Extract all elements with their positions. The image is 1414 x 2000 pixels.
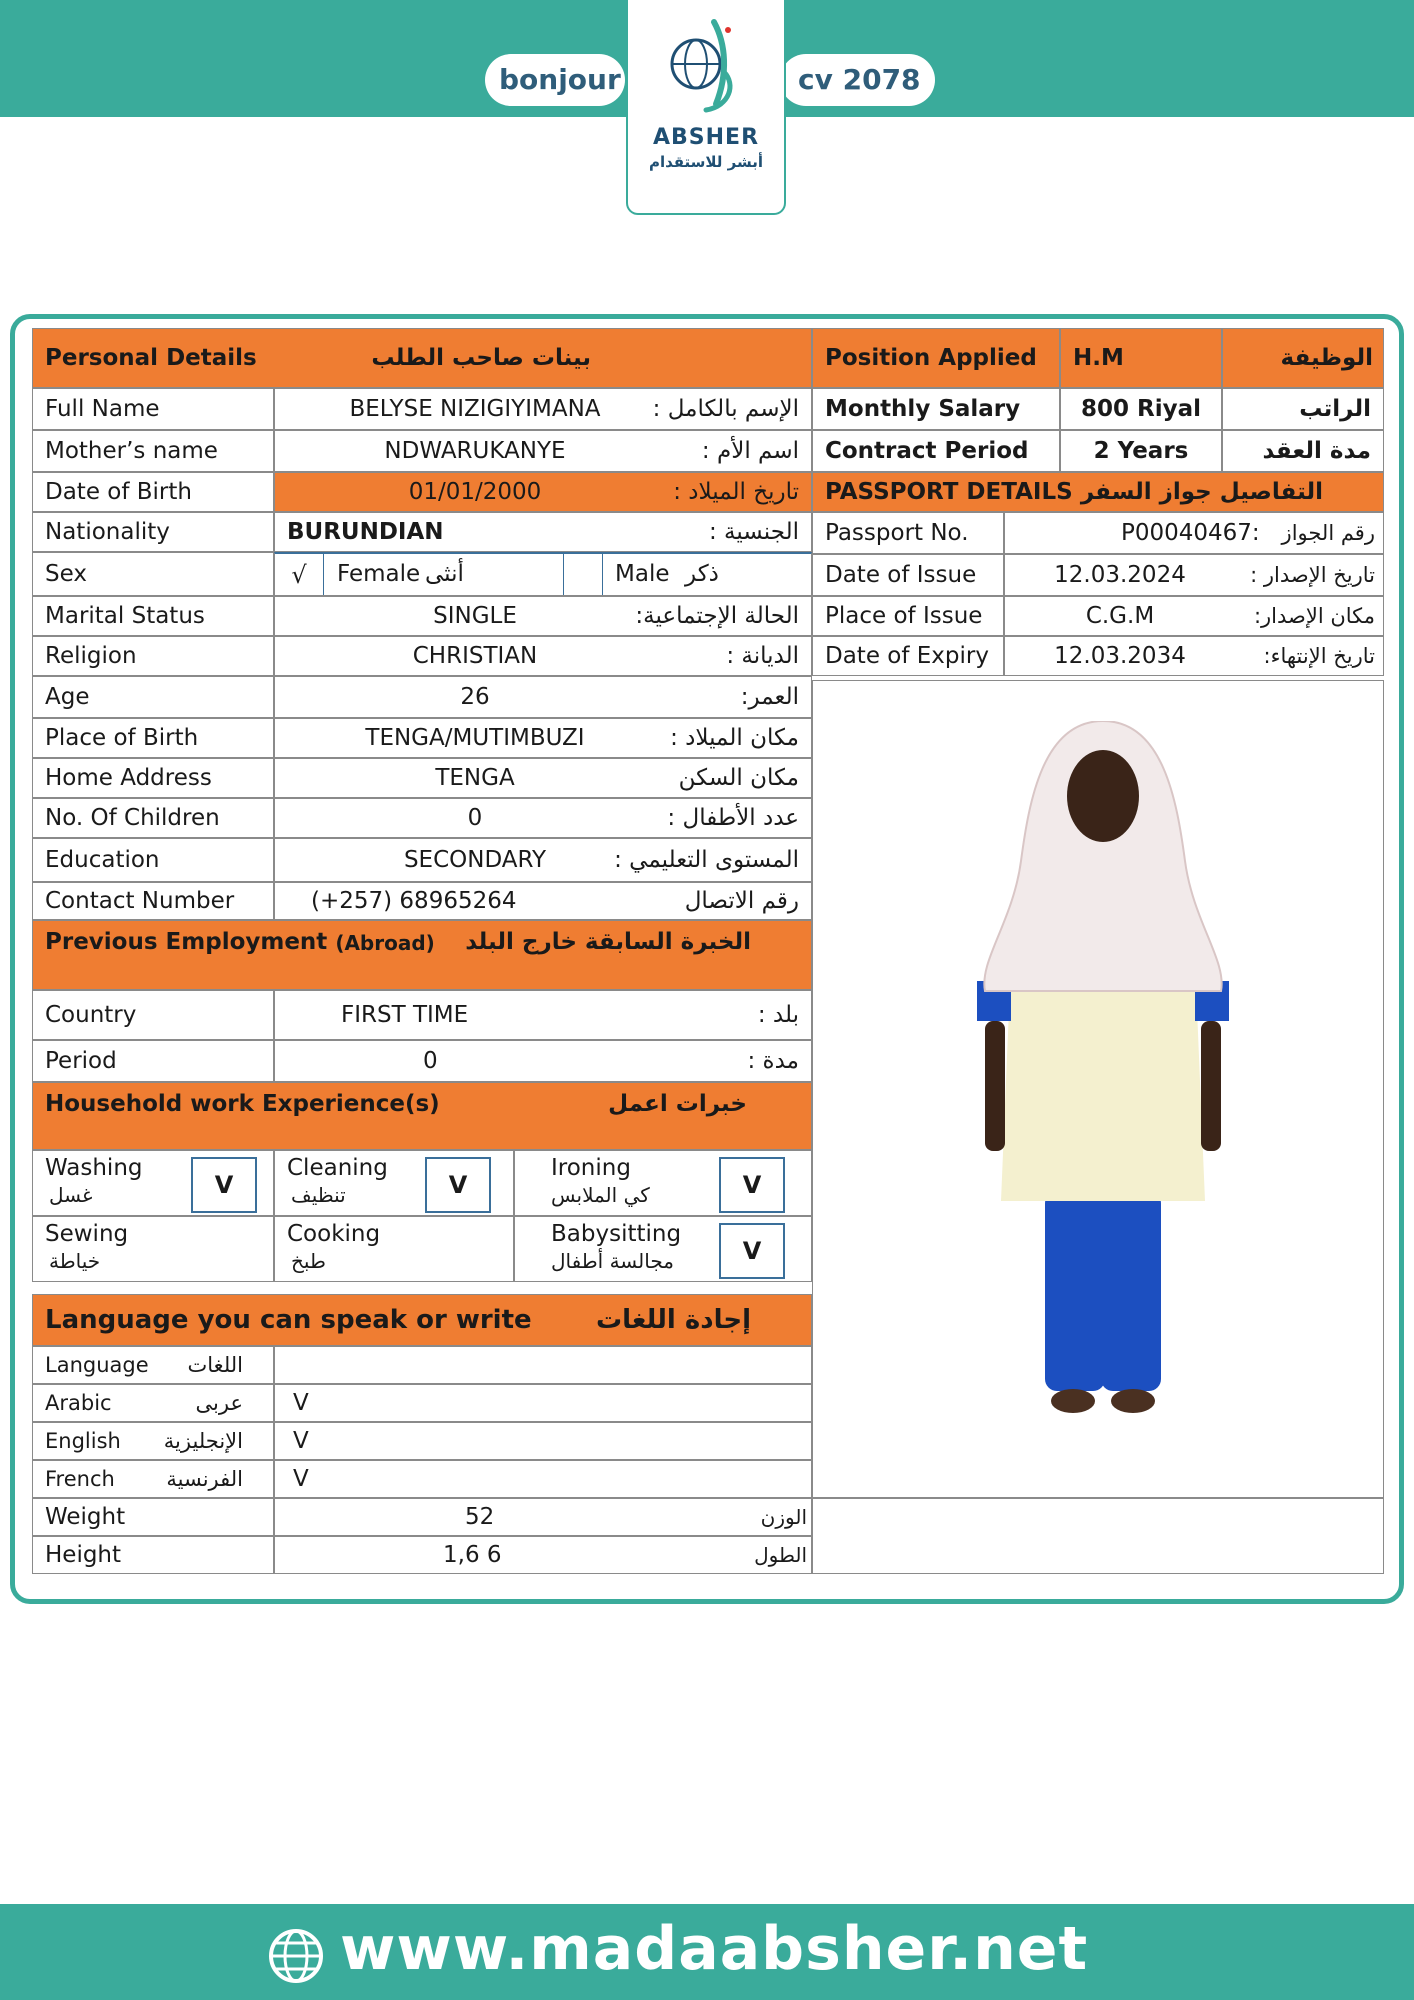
skill-label-ar: طبخ (291, 1249, 326, 1273)
household-title: Household work Experience(s) (45, 1091, 440, 1117)
contract-period-value: 2 Years (1060, 430, 1222, 472)
passport-row-ar: تاريخ الإصدار : (1250, 562, 1375, 587)
period-ar: مدة : (747, 1047, 799, 1074)
personal-row-value: CHRISTIAN (412, 642, 538, 669)
personal-details-title-ar: بينات صاحب الطلب (371, 344, 591, 371)
skill-checkbox[interactable]: V (719, 1223, 785, 1279)
personal-row-ar: مكان السكن (678, 764, 799, 791)
height-ar: الطول (754, 1543, 807, 1567)
company-logo (626, 0, 786, 215)
skill-checkbox[interactable]: V (191, 1157, 257, 1213)
language-mark-cell (274, 1384, 812, 1422)
passport-row-ar: مكان الإصدار: (1253, 603, 1375, 628)
personal-row-ar: الديانة : (726, 642, 799, 669)
passport-row-value: 12.03.2024 (1054, 561, 1186, 588)
previous-employment-header (32, 920, 812, 990)
skill-cell (274, 1216, 514, 1282)
personal-row-value: 0 (467, 804, 483, 831)
personal-row-value: TENGA/MUTIMBUZI (365, 724, 585, 751)
language-header-ar: اللغات (187, 1352, 243, 1377)
previous-employment-title: Previous Employment (45, 929, 328, 955)
personal-row-ar: المستوى التعليمي : (614, 846, 799, 873)
passport-details-header (812, 472, 1384, 512)
greeting-pill: bonjour (485, 54, 625, 106)
personal-row-ar: اسم الأم : (701, 437, 799, 464)
personal-row-value-cell (274, 472, 812, 512)
contract-period-ar: مدة العقد (1222, 430, 1384, 472)
logo-text-ar: أبشر للاستقدام (648, 153, 764, 171)
height-label: Height (32, 1536, 274, 1574)
skill-label-ar: مجالسة أطفال (551, 1249, 674, 1273)
skill-label-en: Ironing (551, 1155, 631, 1181)
personal-row-value: SINGLE (433, 602, 517, 629)
skill-label-ar: كي الملابس (551, 1183, 650, 1207)
personal-row-label: Religion (32, 636, 274, 676)
contract-period-label: Contract Period (812, 430, 1060, 472)
passport-row-value-cell (1004, 554, 1384, 596)
personal-row-label: Sex (32, 552, 274, 596)
height-value: 1,6 6 (443, 1541, 502, 1568)
personal-row-value-cell (274, 882, 812, 920)
language-header-cell (32, 1346, 274, 1384)
sex-female-ar: أنثى (425, 561, 464, 587)
personal-row-value-cell (274, 718, 812, 758)
globe-icon (268, 1928, 324, 1984)
passport-row-ar: رقم الجواز (1281, 520, 1375, 545)
language-name-cell (32, 1460, 274, 1498)
footer-bar (0, 1904, 1414, 2000)
passport-row-label: Date of Issue (812, 554, 1004, 596)
languages-header (32, 1294, 812, 1346)
personal-row-value: 26 (460, 683, 490, 710)
sex-female-label: Female (337, 561, 421, 587)
personal-row-label: Place of Birth (32, 718, 274, 758)
country-value-cell (274, 990, 812, 1040)
passport-row-value: C.G.M (1085, 602, 1155, 629)
languages-title: Language you can speak or write (45, 1305, 532, 1335)
passport-row-label: Place of Issue (812, 596, 1004, 636)
personal-row-label: Contact Number (32, 882, 274, 920)
language-mark: V (293, 1427, 309, 1454)
personal-row-value: (+257) 68965264 (311, 887, 517, 914)
skill-cell (514, 1150, 812, 1216)
skill-checkbox[interactable]: V (719, 1157, 785, 1213)
personal-row-label: Marital Status (32, 596, 274, 636)
sex-male-label: Male (615, 561, 670, 587)
height-value-cell (274, 1536, 812, 1574)
personal-row-value: BURUNDIAN (287, 518, 444, 545)
skill-cell (274, 1150, 514, 1216)
language-name-en: Arabic (45, 1390, 112, 1415)
personal-row-ar: الحالة الإجتماعية: (635, 602, 799, 629)
country-value: FIRST TIME (341, 1001, 469, 1028)
skill-label-en: Babysitting (551, 1221, 682, 1247)
language-name-en: English (45, 1428, 121, 1453)
skill-cell (514, 1216, 812, 1282)
personal-row-value-cell (274, 636, 812, 676)
personal-row-value-cell (274, 596, 812, 636)
personal-row-value-cell (274, 758, 812, 798)
language-name-cell (32, 1422, 274, 1460)
weight-value-cell (274, 1498, 812, 1536)
monthly-salary-ar: الراتب (1222, 388, 1384, 430)
position-applied-ar: الوظيفة (1222, 328, 1384, 388)
skill-label-ar: خياطة (49, 1249, 101, 1273)
sex-female-check[interactable]: √ (275, 554, 324, 595)
previous-employment-suffix: (Abroad) (335, 931, 435, 955)
period-value: 0 (423, 1047, 438, 1074)
personal-row-label: Mother’s name (32, 430, 274, 472)
personal-row-value: SECONDARY (403, 846, 547, 873)
previous-employment-title-ar: الخبرة السابقة خارج البلد (465, 929, 751, 955)
personal-row-value-cell (274, 430, 812, 472)
household-title-ar: خبرات اعمل (608, 1091, 747, 1117)
skill-label-en: Sewing (45, 1221, 129, 1247)
website-link[interactable]: www.madaabsher.net (340, 1914, 1089, 1984)
language-name-ar: الإنجليزية (163, 1428, 243, 1453)
country-label: Country (32, 990, 274, 1040)
weight-ar: الوزن (760, 1505, 807, 1529)
passport-row-label: Date of Expiry (812, 636, 1004, 676)
skill-label-en: Cleaning (287, 1155, 388, 1181)
personal-row-label: Home Address (32, 758, 274, 798)
personal-row-ar: عدد الأطفال : (667, 804, 799, 831)
skill-cell (32, 1216, 274, 1282)
logo-text-en: ABSHER (652, 125, 760, 150)
weight-label: Weight (32, 1498, 274, 1536)
language-mark-cell (274, 1422, 812, 1460)
household-header (32, 1082, 812, 1150)
skill-label-ar: تنظيف (291, 1183, 346, 1207)
skill-label-ar: غسل (49, 1183, 93, 1207)
personal-row-value-cell (274, 798, 812, 838)
measures-blank-cell (812, 1498, 1384, 1574)
language-name-cell (32, 1384, 274, 1422)
personal-row-ar: الإسم بالكامل : (652, 395, 799, 422)
languages-title-ar: إجادة اللغات (595, 1305, 751, 1335)
personal-row-ar: العمر: (740, 683, 799, 710)
period-value-cell (274, 1040, 812, 1082)
weight-value: 52 (465, 1503, 495, 1530)
personal-details-title: Personal Details (45, 344, 257, 371)
personal-row-label: Full Name (32, 388, 274, 430)
language-name-ar: عربى (195, 1390, 243, 1415)
cv-code-pill: cv 2078 (780, 54, 935, 106)
skill-label-en: Cooking (287, 1221, 381, 1247)
personal-row-label: No. Of Children (32, 798, 274, 838)
personal-row-ar: تاريخ الميلاد : (673, 478, 799, 505)
skill-label-en: Washing (45, 1155, 143, 1181)
personal-row-value-cell (274, 838, 812, 882)
personal-row-label: Date of Birth (32, 472, 274, 512)
personal-row-value-cell (274, 512, 812, 552)
personal-row-value: 01/01/2000 (408, 478, 542, 505)
sex-cell (274, 552, 812, 596)
passport-details-title: PASSPORT DETAILS (825, 478, 1073, 505)
sex-male-checkbox[interactable] (563, 554, 603, 595)
personal-row-value: TENGA (435, 764, 515, 791)
applicant-photo-cell (812, 680, 1384, 1498)
personal-row-ar: مكان الميلاد : (670, 724, 799, 751)
skill-checkbox[interactable]: V (425, 1157, 491, 1213)
personal-row-label: Nationality (32, 512, 274, 552)
passport-row-value: P00040467: (1121, 519, 1260, 546)
position-applied-value: H.M (1060, 328, 1222, 388)
passport-details-title-ar: التفاصيل جواز السفر (1080, 478, 1323, 505)
position-applied-label: Position Applied (812, 328, 1060, 388)
period-label: Period (32, 1040, 274, 1082)
personal-row-value-cell (274, 676, 812, 718)
passport-row-value-cell (1004, 636, 1384, 676)
language-name-ar: الفرنسية (166, 1466, 243, 1491)
personal-row-value: BELYSE NIZIGIYIMANA (349, 395, 601, 422)
language-mark: V (293, 1389, 309, 1416)
language-mark: V (293, 1465, 309, 1492)
skill-cell (32, 1150, 274, 1216)
passport-row-ar: تاريخ الإنتهاء: (1263, 643, 1375, 668)
language-name-en: French (45, 1466, 115, 1491)
language-header-en: Language (45, 1352, 149, 1377)
country-ar: بلد : (757, 1001, 799, 1028)
personal-row-ar: الجنسية : (708, 518, 799, 545)
personal-details-header (32, 328, 812, 388)
passport-row-value-cell (1004, 512, 1384, 554)
personal-row-ar: رقم الاتصال (684, 887, 799, 914)
personal-row-label: Age (32, 676, 274, 718)
personal-row-value: NDWARUKANYE (384, 437, 566, 464)
personal-row-label: Education (32, 838, 274, 882)
monthly-salary-value: 800 Riyal (1060, 388, 1222, 430)
personal-row-value-cell (274, 388, 812, 430)
passport-row-value: 12.03.2034 (1054, 642, 1186, 669)
language-header-blank (274, 1346, 812, 1384)
logo-emblem-icon (666, 14, 750, 122)
passport-row-value-cell (1004, 596, 1384, 636)
sex-male-ar: ذكر (685, 561, 719, 587)
applicant-photo (973, 721, 1233, 1441)
monthly-salary-label: Monthly Salary (812, 388, 1060, 430)
language-mark-cell (274, 1460, 812, 1498)
passport-row-label: Passport No. (812, 512, 1004, 554)
